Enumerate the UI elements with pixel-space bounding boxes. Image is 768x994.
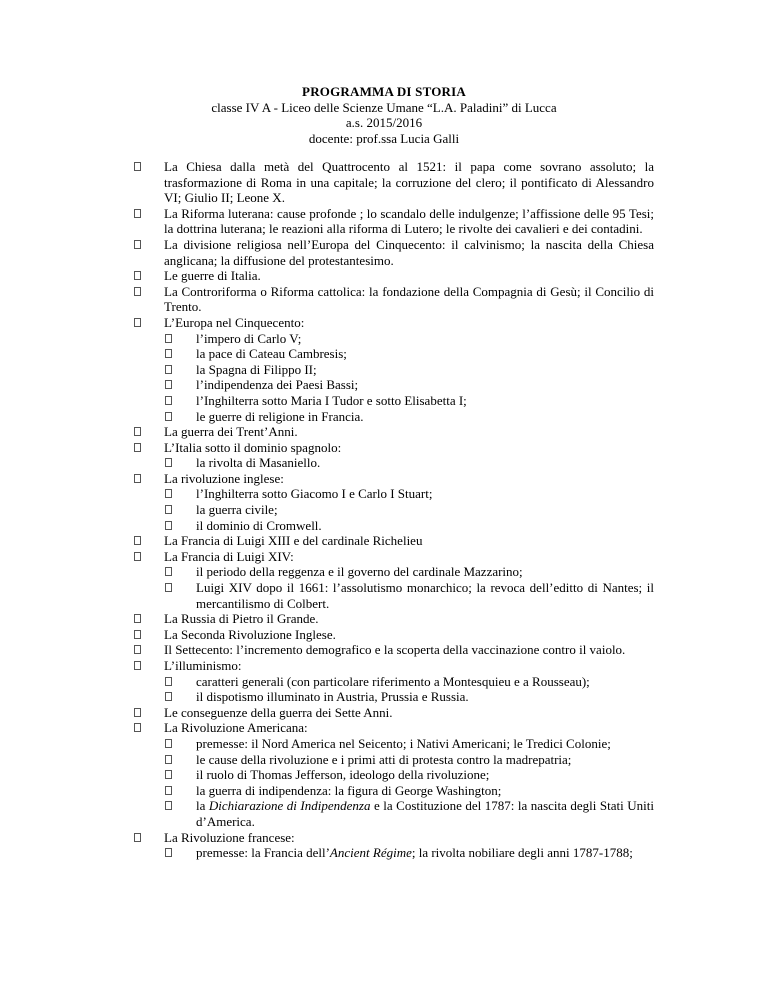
subtopic-text: il dominio di Cromwell. — [196, 517, 322, 533]
checkbox-bullet-icon — [134, 708, 141, 717]
topic-text: La guerra dei Trent’Anni. — [164, 424, 298, 440]
checkbox-bullet-icon — [165, 412, 172, 421]
subtopic-text: l’impero di Carlo V; — [196, 330, 302, 346]
topic-text: La Francia di Luigi XIV: — [164, 548, 294, 564]
checkbox-bullet-icon — [134, 318, 141, 327]
topic-text: La rivoluzione inglese: — [164, 470, 284, 486]
checkbox-bullet-icon — [134, 661, 141, 670]
subtopic-text: la Spagna di Filippo II; — [196, 361, 317, 377]
topic-item — [134, 658, 654, 674]
topic-text: L’Europa nel Cinquecento: — [164, 314, 305, 330]
checkbox-bullet-icon — [134, 552, 141, 561]
checkbox-bullet-icon — [134, 162, 141, 171]
topic-text: La Chiesa dalla metà del Quattrocento al 1521: il papa come sovrano assoluto; la trasformazione di Roma in una capitale; la corruzione del clero; il pontificato di Alessandro VI; Giulio II; Leone X. — [164, 159, 654, 206]
topic-item — [134, 159, 654, 206]
subtopic-item — [134, 346, 654, 362]
topic-text: L’illuminismo: — [164, 658, 242, 673]
topic-item — [134, 471, 654, 487]
subtopic-emphasis: Dichiarazione di Indipendenza — [208, 798, 371, 814]
topic-item — [134, 705, 654, 721]
checkbox-bullet-icon — [134, 240, 141, 249]
subtopic-item — [134, 767, 654, 783]
checkbox-bullet-icon — [134, 427, 141, 436]
topic-item — [134, 284, 654, 315]
topic-item — [134, 424, 654, 440]
subtopic-item — [134, 409, 654, 425]
class-line: classe IV A - Liceo delle Scienze Umane “L.A. Paladini” di Lucca — [211, 99, 557, 115]
subtopic-item — [134, 845, 654, 861]
checkbox-bullet-icon — [134, 287, 141, 296]
subtopic-text: la guerra civile; — [196, 502, 278, 518]
checkbox-bullet-icon — [165, 848, 172, 857]
checkbox-bullet-icon — [134, 474, 141, 483]
subtopic-text: e la Costituzione del 1787: la nascita degli Stati Uniti d’America. — [196, 798, 654, 829]
subtopic-emphasis: Ancient Régime — [329, 845, 412, 861]
subtopic-text: la guerra di indipendenza: la figura di George Washington; — [196, 782, 502, 798]
topic-item — [134, 627, 654, 643]
checkbox-bullet-icon — [165, 349, 172, 358]
checkbox-bullet-icon — [165, 489, 172, 498]
topic-item — [134, 830, 654, 846]
topic-text: Le guerre di Italia. — [164, 268, 261, 284]
checkbox-bullet-icon — [165, 739, 172, 748]
topic-item — [134, 237, 654, 268]
topic-text: La Controriforma o Riforma cattolica: la fondazione della Compagnia di Gesù; il Concilio di Trento. — [164, 283, 654, 315]
checkbox-bullet-icon — [165, 755, 172, 764]
subtopic-text: le cause della rivoluzione e i primi atti di protesta contro la madrepatria; — [196, 751, 572, 767]
topic-item — [134, 206, 654, 237]
subtopic-item — [134, 798, 654, 829]
subtopic-text: la pace di Cateau Cambresis; — [196, 346, 347, 362]
checkbox-bullet-icon — [165, 396, 172, 405]
checkbox-bullet-icon — [165, 583, 172, 592]
checkbox-bullet-icon — [134, 645, 141, 654]
subtopic-item — [134, 580, 654, 611]
subtopic-item — [134, 518, 654, 534]
checkbox-bullet-icon — [165, 521, 172, 530]
subtopic-item — [134, 674, 654, 690]
topic-item — [134, 315, 654, 331]
topic-item — [134, 549, 654, 565]
topic-text: La Seconda Rivoluzione Inglese. — [164, 626, 336, 642]
subtopic-item — [134, 486, 654, 502]
topic-text: La Russia di Pietro il Grande. — [164, 611, 319, 627]
topic-text: La Rivoluzione Americana: — [164, 720, 308, 736]
topic-text: L’Italia sotto il dominio spagnolo: — [164, 439, 342, 455]
topic-item — [134, 611, 654, 627]
checkbox-bullet-icon — [165, 567, 172, 576]
subtopic-text: ; la rivolta nobiliare degli anni 1787-1788; — [411, 845, 633, 861]
checkbox-bullet-icon — [165, 786, 172, 795]
checkbox-bullet-icon — [134, 723, 141, 732]
topic-text: Il Settecento: l’incremento demografico e la scoperta della vaccinazione contro il vaiolo. — [164, 642, 626, 658]
checkbox-bullet-icon — [165, 458, 172, 467]
document-header — [0, 84, 768, 146]
subtopic-text: Luigi XIV dopo il 1661: l’assolutismo monarchico; la revoca dell’editto di Nantes; il mercantilismo di Colbert. — [196, 580, 654, 611]
subtopic-item — [134, 455, 654, 471]
checkbox-bullet-icon — [165, 334, 172, 343]
subtopic-item — [134, 362, 654, 378]
subtopic-item — [134, 393, 654, 409]
subtopic-item — [134, 752, 654, 768]
subtopic-text: premesse: il Nord America nel Seicento; i Nativi Americani; le Tredici Colonie; — [196, 735, 611, 751]
subtopic-item — [134, 564, 654, 580]
subtopic-item — [134, 377, 654, 393]
topic-list — [134, 159, 654, 861]
topic-text: La Riforma luterana: cause profonde ; lo scandalo delle indulgenze; l’affissione delle 95 Tesi; la dottrina luterana; le reazioni alla riforma di Lutero; le rivolte dei cavalieri e dei contadini. — [164, 205, 654, 237]
checkbox-bullet-icon — [165, 801, 172, 810]
topic-text: La Rivoluzione francese: — [164, 829, 295, 845]
subtopic-text: le guerre di religione in Francia. — [196, 408, 364, 424]
document-title: PROGRAMMA DI STORIA — [302, 84, 466, 99]
checkbox-bullet-icon — [134, 614, 141, 623]
topic-item — [134, 720, 654, 736]
checkbox-bullet-icon — [134, 536, 141, 545]
subtopic-text: l’Inghilterra sotto Maria I Tudor e sotto Elisabetta I; — [196, 392, 467, 408]
checkbox-bullet-icon — [165, 380, 172, 389]
topic-item — [134, 440, 654, 456]
checkbox-bullet-icon — [165, 365, 172, 374]
checkbox-bullet-icon — [165, 770, 172, 779]
checkbox-bullet-icon — [134, 833, 141, 842]
checkbox-bullet-icon — [134, 443, 141, 452]
subtopic-text: caratteri generali (con particolare riferimento a Montesquieu e a Rousseau); — [196, 673, 590, 689]
topic-text: Le conseguenze della guerra dei Sette Anni. — [164, 704, 393, 720]
subtopic-text: la — [196, 798, 209, 814]
subtopic-text: il dispotismo illuminato in Austria, Prussia e Russia. — [196, 689, 469, 705]
checkbox-bullet-icon — [134, 209, 141, 218]
school-year-line: a.s. 2015/2016 — [345, 115, 423, 130]
subtopic-item — [134, 689, 654, 705]
topic-item — [134, 642, 654, 658]
topic-text: La Francia di Luigi XIII e del cardinale Richelieu — [164, 533, 423, 549]
subtopic-item — [134, 736, 654, 752]
subtopic-text: il ruolo di Thomas Jefferson, ideologo della rivoluzione; — [196, 767, 490, 783]
subtopic-item — [134, 783, 654, 799]
checkbox-bullet-icon — [134, 271, 141, 280]
checkbox-bullet-icon — [134, 630, 141, 639]
topic-item — [134, 268, 654, 284]
subtopic-text: l’Inghilterra sotto Giacomo I e Carlo I Stuart; — [196, 486, 433, 502]
subtopic-item — [134, 502, 654, 518]
topic-text: La divisione religiosa nell’Europa del Cinquecento: il calvinismo; la nascita della Chiesa anglicana; la diffusione del protestantesimo. — [164, 236, 654, 268]
topic-item — [134, 533, 654, 549]
subtopic-text: la rivolta di Masaniello. — [196, 455, 321, 471]
subtopic-text: il periodo della reggenza e il governo del cardinale Mazzarino; — [196, 564, 523, 580]
checkbox-bullet-icon — [165, 692, 172, 701]
subtopic-text: l’indipendenza dei Paesi Bassi; — [196, 377, 359, 393]
checkbox-bullet-icon — [165, 505, 172, 514]
subtopic-text: premesse: la Francia dell’ — [196, 845, 330, 861]
checkbox-bullet-icon — [165, 677, 172, 686]
teacher-line: docente: prof.ssa Lucia Galli — [308, 130, 460, 146]
subtopic-item — [134, 331, 654, 347]
